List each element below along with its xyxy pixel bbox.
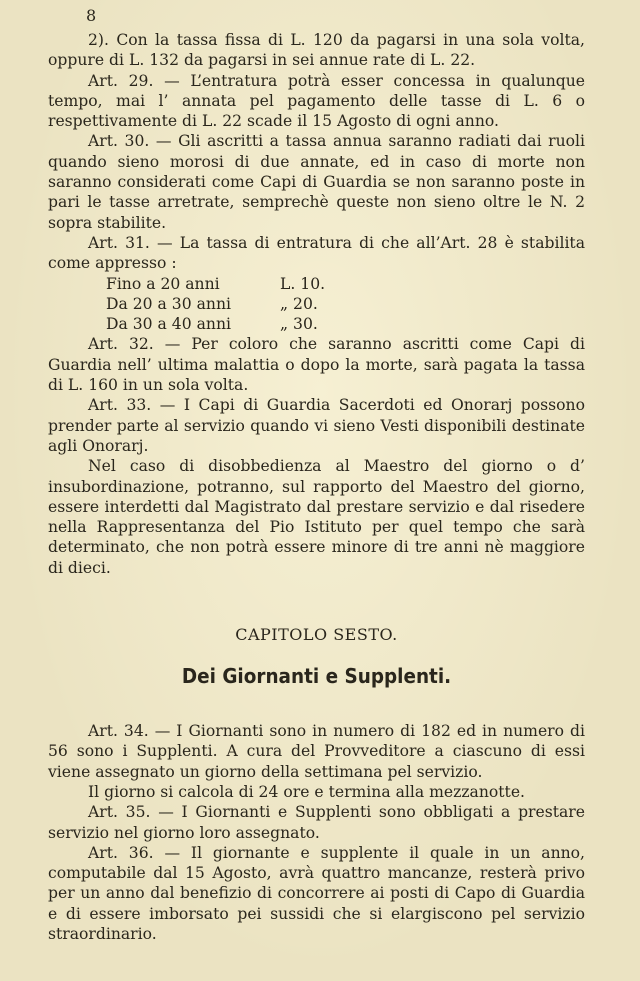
fee-amount: L. 10. xyxy=(280,274,326,293)
section-title: Dei Giornanti e Supplenti. xyxy=(181,664,452,689)
paragraph: Il giorno si calcola di 24 ore e termina alla mezzanotte. xyxy=(88,782,526,801)
document-body xyxy=(48,30,585,944)
fee-age-range: Fino a 20 anni xyxy=(106,274,220,293)
page-number: 8 xyxy=(86,6,97,25)
fee-age-range: Da 20 a 30 anni xyxy=(106,294,231,313)
paragraph-art-36: Art. 36. — Il giornante e supplente il quale in un anno, computabile dal 15 Agosto, avrà quattro mancanze, resterà privo per un anno dal benefizio di concorrere ai posti di Capo di Guardia e di essere imborsato pei sussidi che si elargiscono pel servizio straordinario. xyxy=(48,843,585,943)
fee-row xyxy=(106,314,585,334)
fee-row xyxy=(106,294,585,314)
entry-fee-table xyxy=(48,274,585,335)
chapter-heading: CAPITOLO SESTO. xyxy=(235,625,398,645)
paragraph: 2). Con la tassa fissa di L. 120 da pagarsi in una sola volta, oppure di L. 132 da pagarsi in sei annue rate di L. 22. xyxy=(48,31,585,70)
fee-amount: „ 20. xyxy=(280,294,318,313)
fee-amount: „ 30. xyxy=(280,315,318,334)
paragraph-art-31: Art. 31. — La tassa di entratura di che all’Art. 28 è stabilita come appresso : xyxy=(48,233,585,273)
paragraph-art-33: Art. 33. — I Capi di Guardia Sacerdoti ed Onorarj possono prender parte al servizio quando vi sieno Vesti disponibili destinate agli Onorarj. xyxy=(48,396,585,455)
paragraph-art-29: Art. 29. — L’entratura potrà esser concessa in qualunque tempo, mai l’ annata pel pagamento delle tasse di L. 6 o respettivamente di L. 22 scade il 15 Agosto di ogni anno. xyxy=(48,71,585,131)
paragraph-art-32: Art. 32. — Per coloro che saranno ascritti come Capi di Guardia nell’ ultima malattia o dopo la morte, sarà pagata la tassa di L. 160 in un sola volta. xyxy=(48,335,585,395)
paragraph-art-34: Art. 34. — I Giornanti sono in numero di 182 ed in numero di 56 sono i Supplenti. A cura del Provveditore a ciascuno di essi viene assegnato un giorno della settimana pel servizio. xyxy=(48,722,585,781)
paragraph-art-35: Art. 35. — I Giornanti e Supplenti sono obbligati a prestare servizio nel giorno loro assegnato. xyxy=(48,803,585,842)
fee-age-range: Da 30 a 40 anni xyxy=(106,315,231,334)
paragraph: Nel caso di disobbedienza al Maestro del giorno o d’ insubordinazione, potranno, sul rapporto del Maestro del giorno, essere interdetti dal Magistrato dal prestare servizio e dal risedere nella Rappresentanza del Pio Istituto per quel tempo che sarà determinato, che non potrà essere minore di tre anni nè maggiore di dieci. xyxy=(48,457,585,577)
fee-row xyxy=(106,274,585,294)
paragraph-art-30: Art. 30. — Gli ascritti a tassa annua saranno radiati dai ruoli quando sieno morosi di due annate, ed in caso di morte non saranno considerati come Capi di Guardia se non saranno poste in pari le tasse arretrate, semprechè queste non sieno oltre le N. 2 sopra stabilite. xyxy=(48,132,585,232)
